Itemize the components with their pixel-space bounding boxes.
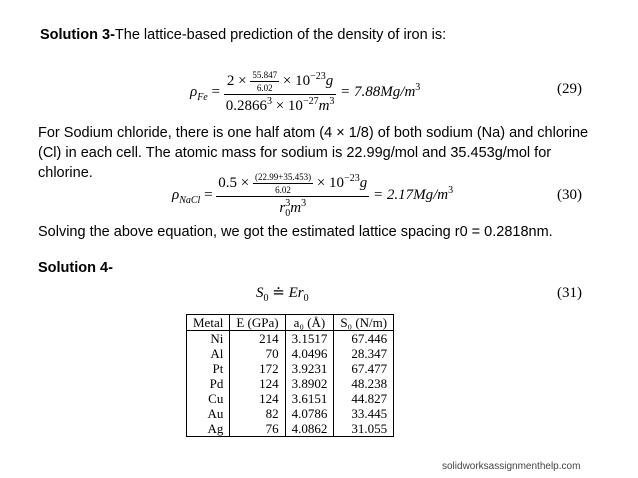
- eq29-rho: ρ: [190, 83, 198, 100]
- eq30-fraction: [216, 172, 369, 219]
- eq29-fraction: [224, 70, 337, 115]
- a0-cell: 4.0862: [285, 421, 334, 437]
- table-row: [187, 421, 394, 437]
- eq29-result: = 7.88Mg/m: [340, 83, 416, 100]
- eq30-rho: ρ: [172, 186, 180, 203]
- eq29-rho-sub: Fe: [197, 91, 208, 103]
- equation-31-number: (31): [557, 285, 582, 301]
- eq29-numerator: [224, 70, 337, 95]
- metals-table: [186, 314, 394, 437]
- metal-cell: Cu: [187, 391, 230, 406]
- eq29-exponent: −23: [310, 70, 326, 82]
- metal-cell: Ag: [187, 421, 230, 437]
- eq30-den-r: r: [279, 200, 286, 216]
- table-header-row: [187, 315, 394, 331]
- a0-cell: 3.8902: [285, 376, 334, 391]
- eq29-equals: =: [211, 83, 220, 100]
- eq29-den-b-pow: −27: [302, 96, 319, 107]
- eq31-approx: ≐: [272, 285, 285, 301]
- table-body: [187, 331, 394, 437]
- eq31-s-sub: 0: [263, 293, 269, 304]
- sodium-line-2: (Cl) in each cell. The atomic mass for sodium is 22.99g/mol and 35.453g/mol for: [38, 145, 552, 161]
- a0-cell: 4.0496: [285, 346, 334, 361]
- eq30-den-r-sub: 0: [285, 208, 291, 219]
- header-e: E (GPa): [230, 315, 285, 331]
- eq29-den-a-pow: 3: [266, 96, 272, 107]
- eq29-den-unit-pow: 3: [329, 96, 335, 107]
- eq29-unit-g: g: [325, 72, 334, 89]
- eq29-den-a: 0.2866: [225, 98, 267, 114]
- metal-cell: Pt: [187, 361, 230, 376]
- a0-cell: 4.0786: [285, 406, 334, 421]
- e-cell: 76: [230, 421, 285, 437]
- equation-30-number: (30): [557, 187, 582, 203]
- table-row: [187, 406, 394, 421]
- eq30-times-ten: × 10: [316, 174, 345, 191]
- eq30-inner-fraction: [253, 172, 313, 195]
- eq29-inner-den: 6.02: [256, 83, 273, 93]
- solving-line: Solving the above equation, we got the estimated lattice spacing r0 = 0.2818nm.: [38, 224, 553, 240]
- equation-29-number: (29): [557, 81, 582, 97]
- metal-cell: Pd: [187, 376, 230, 391]
- header-metal: Metal: [187, 315, 230, 331]
- eq30-denominator: [216, 197, 369, 219]
- equation-31: [256, 283, 309, 304]
- s0-cell: 31.055: [334, 421, 394, 437]
- e-cell: 82: [230, 406, 285, 421]
- s0-cell: 48.238: [334, 376, 394, 391]
- s0-cell: 44.827: [334, 391, 394, 406]
- sodium-line-3: chlorine.: [38, 165, 93, 181]
- s0-cell: 67.477: [334, 361, 394, 376]
- table-row: [187, 376, 394, 391]
- eq31-er: Er: [288, 285, 304, 301]
- eq30-den-r-pow: 3: [285, 198, 291, 209]
- table-row: [187, 361, 394, 376]
- e-cell: 172: [230, 361, 285, 376]
- table-row: [187, 346, 394, 361]
- eq30-result-pow: 3: [448, 184, 454, 196]
- table-row: [187, 391, 394, 406]
- eq29-denominator: [224, 95, 337, 115]
- metal-cell: Au: [187, 406, 230, 421]
- solution-4-heading: Solution 4-: [38, 260, 113, 276]
- s0-cell: 33.445: [334, 406, 394, 421]
- eq29-coef: 2 ×: [226, 72, 247, 89]
- metal-cell: Ni: [187, 331, 230, 347]
- eq31-er-sub: 0: [303, 293, 309, 304]
- e-cell: 124: [230, 391, 285, 406]
- equation-30: [172, 172, 453, 219]
- eq30-numerator: [216, 172, 369, 197]
- a0-cell: 3.1517: [285, 331, 334, 347]
- footer-url: solidworksassignmenthelp.com: [442, 461, 581, 472]
- eq30-rho-sub: NaCl: [179, 194, 201, 206]
- eq29-inner-fraction: [250, 70, 279, 93]
- eq29-den-unit: m: [318, 98, 330, 114]
- header-s0: S₀ (N/m): [334, 315, 394, 331]
- e-cell: 70: [230, 346, 285, 361]
- eq30-inner-num: (22.99+35.453): [255, 172, 312, 182]
- eq30-result: = 2.17Mg/m: [372, 186, 449, 203]
- eq30-inner-den: 6.02: [275, 185, 291, 195]
- sodium-line-1: For Sodium chloride, there is one half atom (4 × 1/8) of both sodium (Na) and chlorine: [38, 125, 589, 141]
- e-cell: 124: [230, 376, 285, 391]
- eq30-den-unit-pow: 3: [301, 198, 307, 209]
- a0-cell: 3.6151: [285, 391, 334, 406]
- eq31-s: S: [256, 285, 264, 301]
- a0-cell: 3.9231: [285, 361, 334, 376]
- eq30-coef: 0.5 ×: [218, 174, 250, 191]
- eq29-result-pow: 3: [415, 81, 421, 93]
- solution-3-text: The lattice-based prediction of the density of iron is:: [114, 27, 447, 43]
- s0-cell: 67.446: [334, 331, 394, 347]
- eq30-unit-g: g: [359, 174, 368, 191]
- eq30-equals: =: [204, 186, 213, 203]
- eq29-times-ten: × 10: [282, 72, 311, 89]
- solution-3-line: [40, 25, 446, 45]
- eq30-exponent: −23: [344, 172, 360, 184]
- metal-cell: Al: [187, 346, 230, 361]
- s0-cell: 28.347: [334, 346, 394, 361]
- solution-3-heading: Solution 3-: [40, 27, 115, 43]
- eq29-inner-num: 55.847: [252, 70, 278, 80]
- equation-29: [190, 70, 420, 115]
- header-a0: a₀ (Å): [285, 315, 334, 331]
- eq29-den-b: × 10: [271, 98, 303, 114]
- e-cell: 214: [230, 331, 285, 347]
- table-row: [187, 331, 394, 347]
- eq30-den-unit: m: [290, 200, 302, 216]
